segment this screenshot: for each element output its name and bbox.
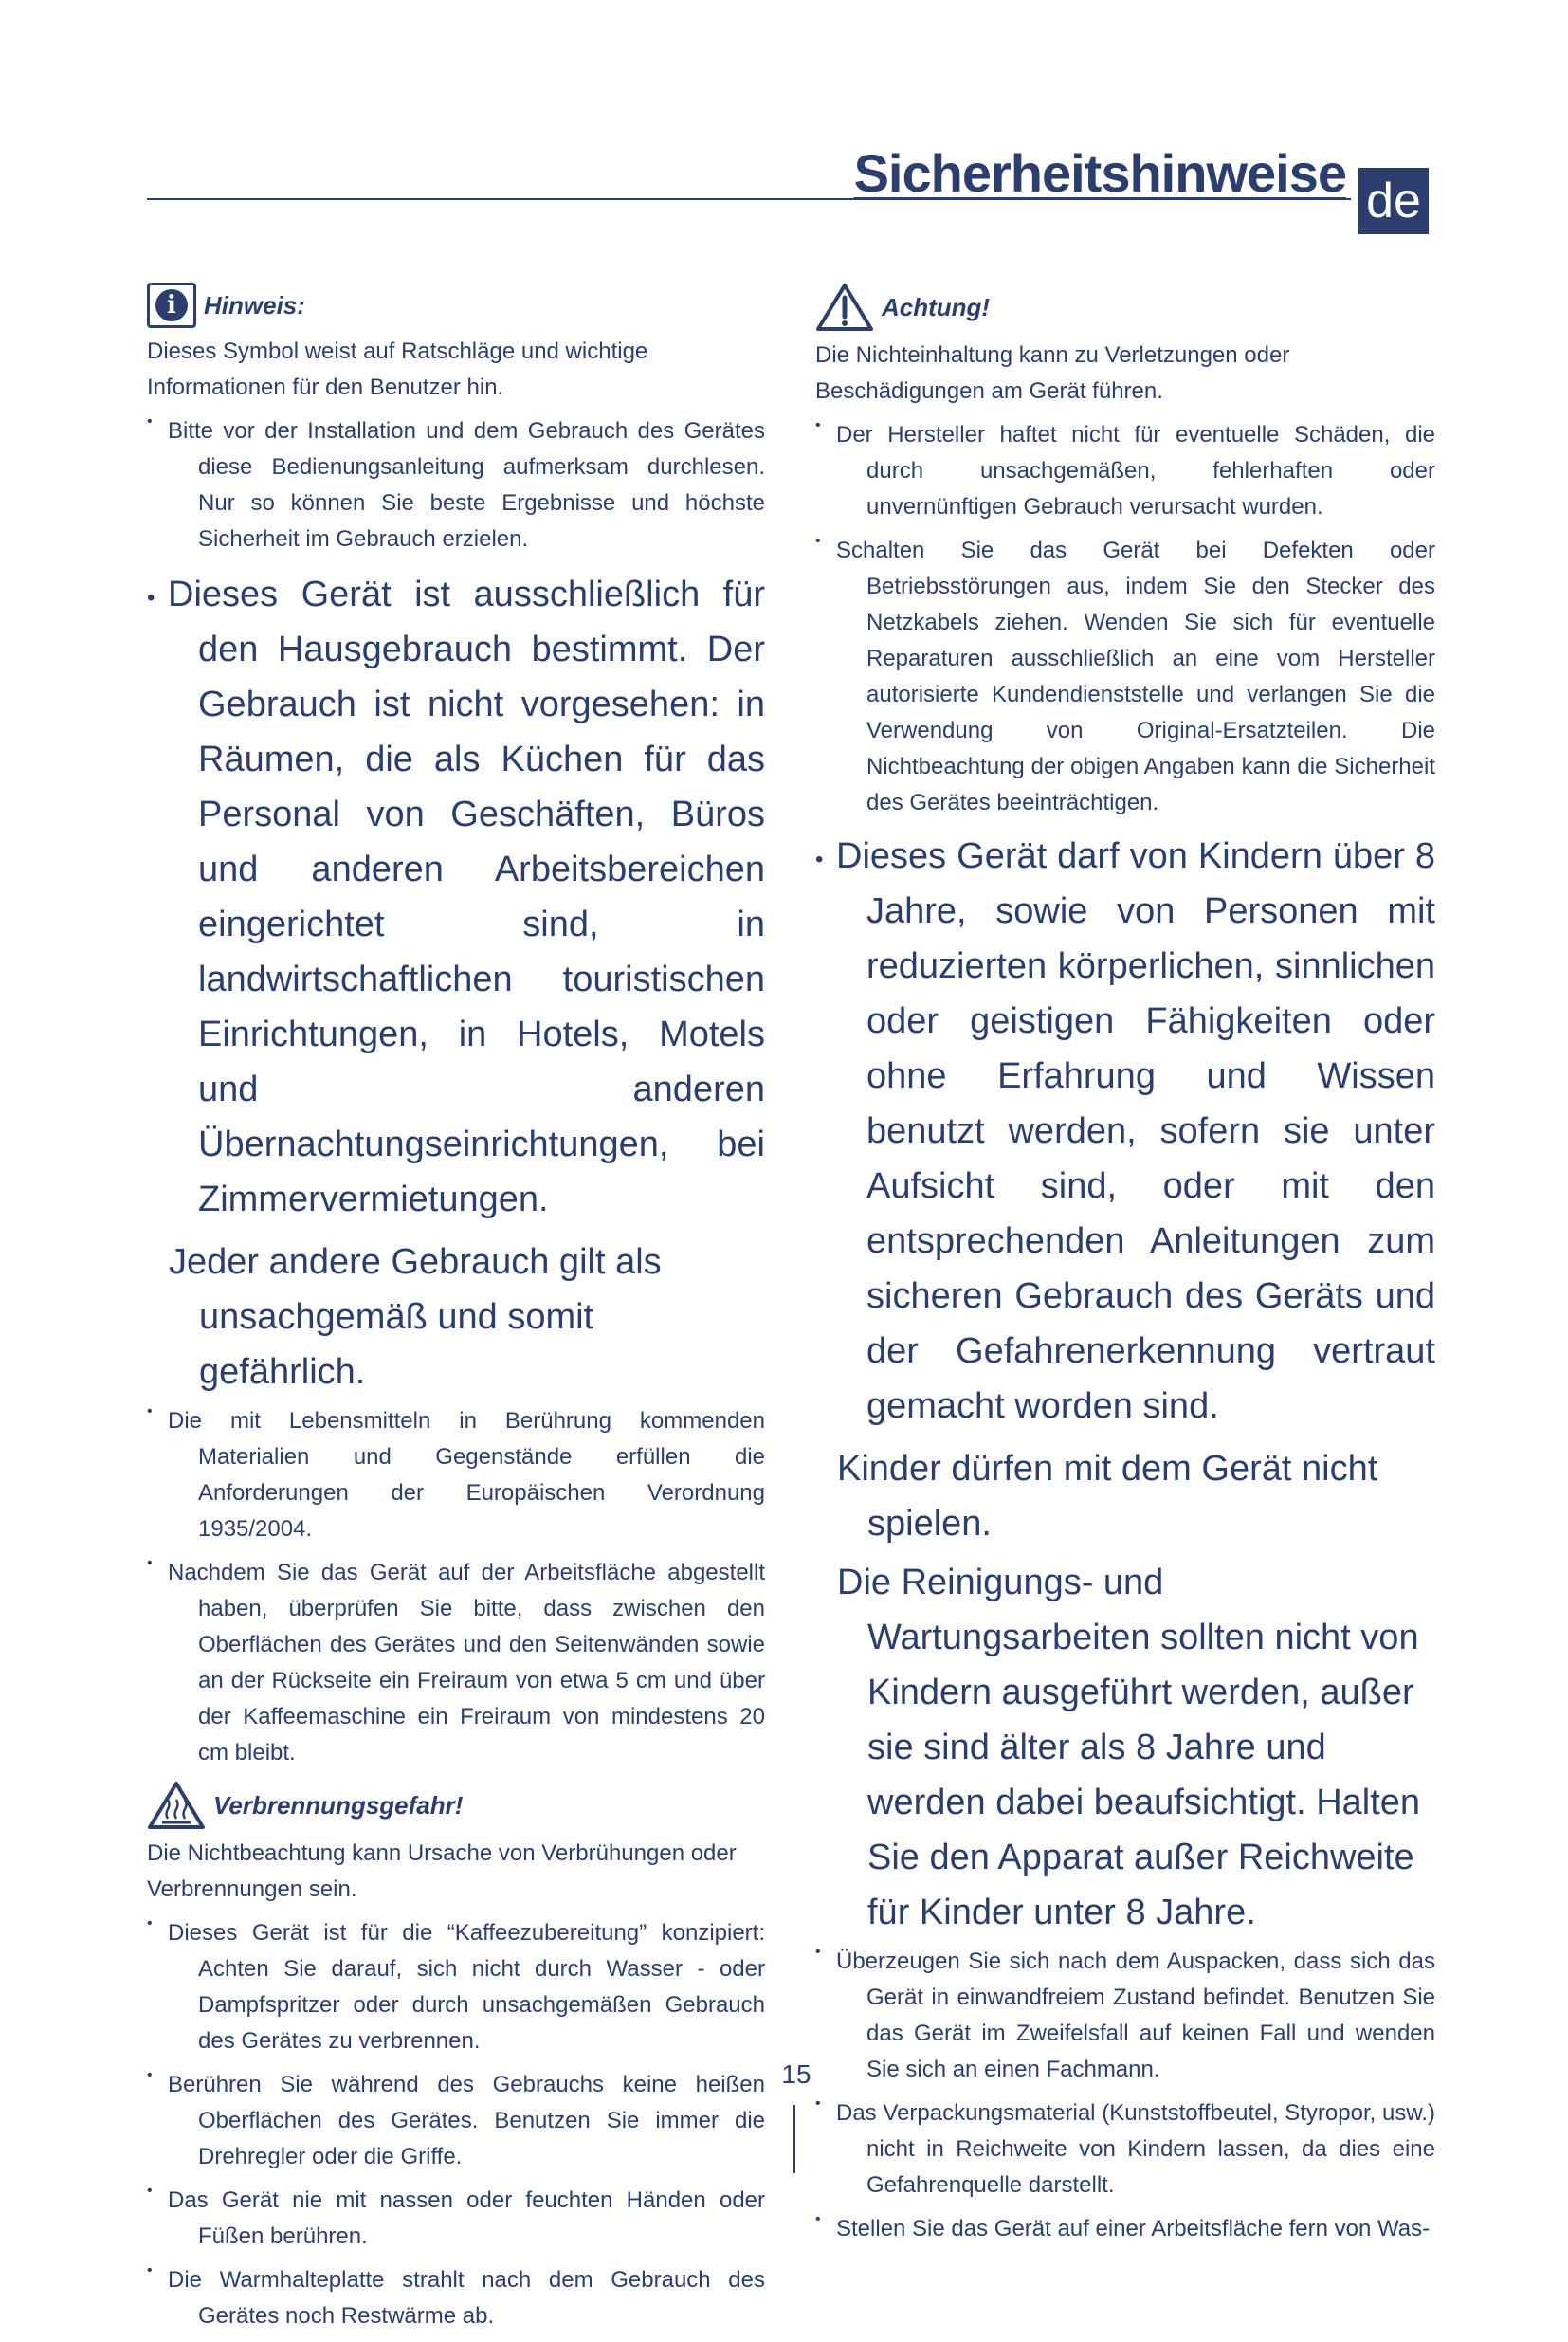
verbrennung-intro: Die Nichtbeachtung kann Ursache von Verbrühungen oder Verbrennungen sein. [147, 1840, 737, 1902]
list-item: • Die Warmhalteplatte strahlt nach dem Gebrauch des Gerätes noch Restwärme ab. [147, 2262, 765, 2334]
list-item: • Bitte vor der Installation und dem Gebrauch des Gerätes diese Bedienungsanleitung aufmerksam durchlesen. Nur so können Sie beste Ergebnisse und höchste Sicherheit im Gebrauch erzielen. [147, 413, 765, 558]
hinweis-label: Hinweis: [204, 290, 305, 320]
verbrennung-label: Verbrennungsgefahr! [213, 1790, 464, 1820]
list-item: • Stellen Sie das Gerät auf einer Arbeitsfläche fern von Was- [815, 2211, 1435, 2247]
list-item-large: • Dieses Gerät ist ausschließlich für den Hausgebrauch bestimmt. Der Gebrauch ist nicht vorgesehen: in Räumen, die als Küchen für das Personal von Geschäften, Büros und anderen Arbeitsbereichen eingerichtet sind, in landwirtschaftlichen touristischen Einrichtungen, in Hotels, Motels und anderen Übernachtungseinrichtungen, bei Zimmervermietungen. [147, 567, 765, 1227]
list-item: • Nachdem Sie das Gerät auf der Arbeitsfläche abgestellt haben, überprüfen Sie bitte, dass zwischen den Oberflächen des Gerätes und den Seitenwänden sowie an der Rückseite ein Freiraum von etwa 5 cm und über der Kaffeemaschine ein Freiraum von mindestens 20 cm bleibt. [147, 1555, 765, 1771]
language-badge: de [1358, 168, 1429, 234]
list-item: • Das Verpackungsmaterial (Kunststoffbeutel, Styropor, usw.) nicht in Reichweite von Kindern lassen, da dies eine Gefahrenquelle darstellt. [815, 2095, 1435, 2204]
verbrennung-heading [147, 1781, 765, 1830]
list-item: • Überzeugen Sie sich nach dem Auspacken, dass sich das Gerät in einwandfreiem Zustand befindet. Benutzen Sie das Gerät im Zweifelsfall auf keinen Fall und wenden Sie sich an einen Fachmann. [815, 1944, 1435, 2088]
list-item: • Dieses Gerät ist für die “Kaffeezubereitung” konzipiert: Achten Sie darauf, sich nicht durch Wasser - oder Dampfspritzer oder durch unsachgemäßen Gebrauch des Gerätes zu verbrennen. [147, 1915, 765, 2059]
list-item: • Das Gerät nie mit nassen oder feuchten Händen oder Füßen berühren. [147, 2183, 765, 2255]
page-divider [793, 2105, 795, 2173]
achtung-intro: Die Nichteinhaltung kann zu Verletzungen oder Beschädigungen am Gerät führen. [815, 342, 1290, 404]
achtung-label: Achtung! [882, 292, 991, 321]
right-column [815, 283, 1435, 2255]
list-item-large: • Dieses Gerät darf von Kindern über 8 Jahre, sowie von Personen mit reduzierten körperlichen, sinnlichen oder geistigen Fähigkeiten oder ohne Erfahrung und Wissen benutzt werden, sofern sie unter Aufsicht sind, oder mit den entsprechenden Anleitungen zum sicheren Gebrauch des Geräts und der Gefahrenerkennung vertraut gemacht worden sind. [815, 829, 1435, 1434]
large-continuation: Kinder dürfen mit dem Gerät nicht spielen. [837, 1449, 1378, 1544]
hinweis-heading [147, 283, 765, 328]
list-item: • Die mit Lebensmitteln in Berührung kommenden Materialien und Gegenstände erfüllen die Anforderungen der Europäischen Verordnung 1935/2004. [147, 1403, 765, 1547]
list-item: • Berühren Sie während des Gebrauchs keine heißen Oberflächen des Gerätes. Benutzen Sie immer die Drehregler oder die Griffe. [147, 2067, 765, 2175]
page-title: Sicherheitshinweise [853, 143, 1346, 203]
hinweis-intro: Dieses Symbol weist auf Ratschläge und wichtige Informationen für den Benutzer hin. [147, 338, 648, 400]
warning-icon [815, 283, 874, 332]
list-item: • Schalten Sie das Gerät bei Defekten oder Betriebsstörungen aus, indem Sie den Stecker des Netzkabels ziehen. Wenden Sie sich für eventuelle Reparaturen ausschließlich an eine vom Hersteller autorisierte Kundendienststelle und verlangen Sie die Verwendung von Original-Ersatzteilen. Die Nichtbeachtung der obigen Angaben kann die Sicherheit des Gerätes beeinträchtigen. [815, 533, 1435, 821]
large-continuation: Die Reinigungs- und Wartungsarbeiten sollten nicht von Kindern ausgeführt werden, außer sie sind älter als 8 Jahre und werden dabei beaufsichtigt. Halten Sie den Apparat außer Reichweite für Kinder unter 8 Jahre. [837, 1563, 1421, 1932]
page-number: 15 [781, 2059, 811, 2089]
achtung-heading [815, 283, 1435, 332]
large-continuation: Jeder andere Gebrauch gilt als unsachgemäß und somit gefährlich. [169, 1242, 662, 1392]
left-column [147, 283, 765, 2342]
list-item: • Der Hersteller haftet nicht für eventuelle Schäden, die durch unsachgemäßen, fehlerhaften oder unvernünftigen Gebrauch verursacht wurden. [815, 417, 1435, 525]
info-icon: i [147, 283, 196, 328]
hot-surface-warning-icon [147, 1781, 206, 1830]
